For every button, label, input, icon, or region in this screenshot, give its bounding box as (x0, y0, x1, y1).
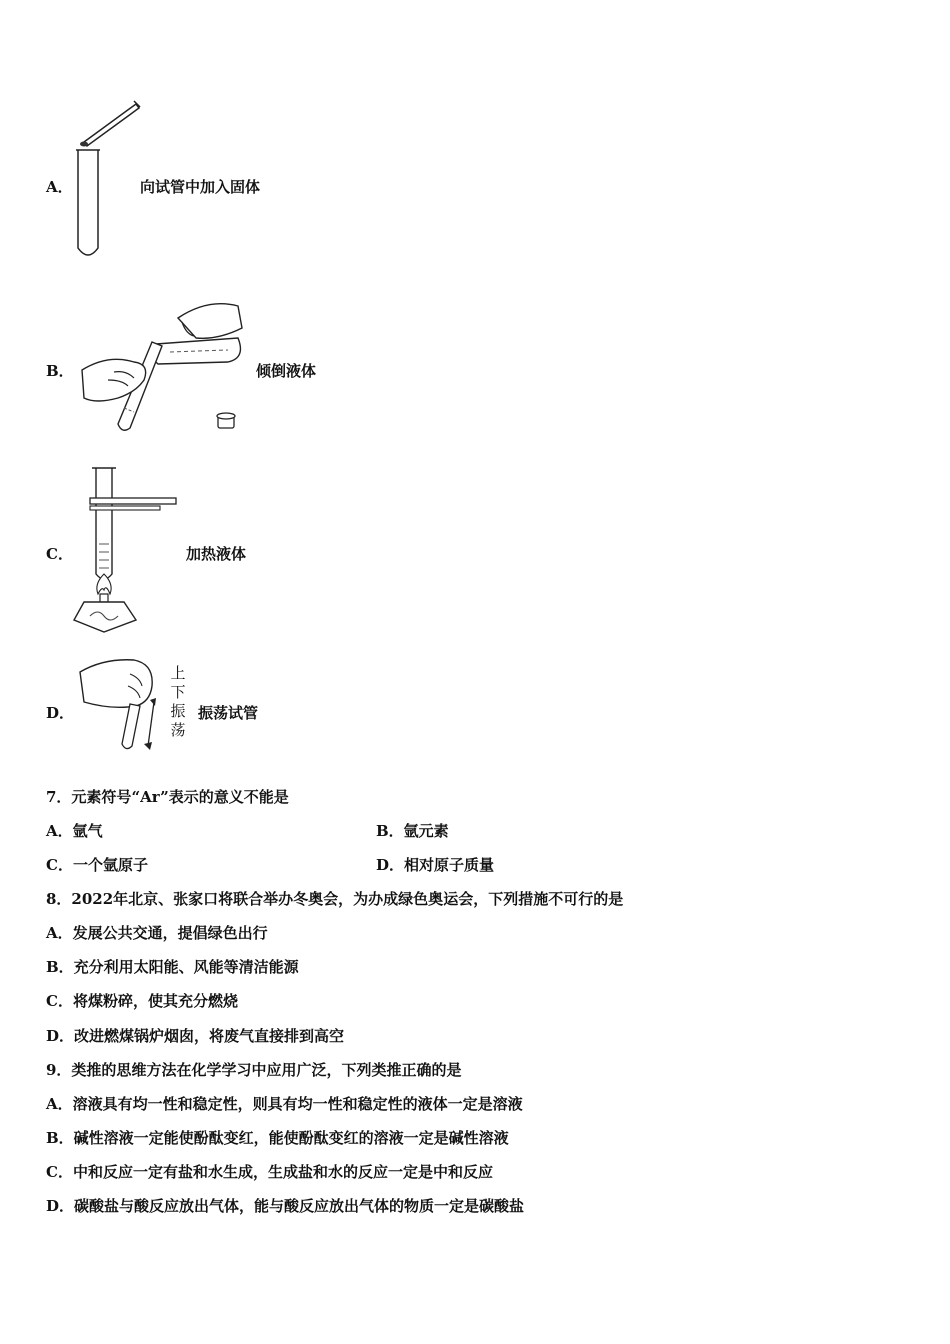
option-c-letter: C． (46, 545, 73, 563)
option-d-caption: 振荡试管 (198, 704, 259, 722)
question-7-option-d: D．相对原子质量 (376, 856, 495, 874)
question-9-option-d: D．碳酸盐与酸反应放出气体，能与酸反应放出气体的物质一定是碳酸盐 (46, 1197, 525, 1215)
spatula-icon (80, 101, 140, 147)
question-9-option-c: C．中和反应一定有盐和水生成，生成盐和水的反应一定是中和反应 (46, 1163, 493, 1181)
question-8-option-c: C．将煤粉碎，使其充分燃烧 (46, 992, 238, 1010)
test-tube-icon (76, 150, 100, 255)
question-8-stem: 8．2022年北京、张家口将联合举办冬奥会，为办成绿色奥运会，下列措施不可行的是 (46, 890, 624, 908)
question-7-option-c: C．一个氩原子 (46, 856, 148, 874)
hand-icon (80, 660, 152, 708)
shake-direction-label (169, 664, 187, 740)
figure-heat-liquid (72, 466, 182, 636)
alcohol-lamp-icon (74, 594, 136, 632)
option-c-caption: 加热液体 (186, 545, 247, 563)
shake-label-char: 荡 (170, 721, 186, 739)
test-tube-holder-icon (90, 498, 176, 510)
question-8-option-d: D．改进燃煤锅炉烟囱，将废气直接排到高空 (46, 1027, 345, 1045)
option-b-caption: 倾倒液体 (256, 362, 317, 380)
up-down-arrow-icon (144, 698, 156, 750)
question-8-option-b: B．充分利用太阳能、风能等清洁能源 (46, 958, 299, 976)
question-8-option-a: A．发展公共交通，提倡绿色出行 (46, 924, 268, 942)
shake-label-char: 下 (170, 683, 186, 701)
test-tube-icon (122, 704, 140, 749)
question-9-stem: 9．类推的思维方法在化学学习中应用广泛，下列类推正确的是 (46, 1061, 462, 1079)
test-tube-icon (92, 468, 116, 579)
figure-add-solid (72, 98, 144, 262)
option-d-letter: D． (46, 704, 75, 722)
question-9-option-b: B．碱性溶液一定能使酚酞变红，能使酚酞变红的溶液一定是碱性溶液 (46, 1129, 509, 1147)
question-7-stem: 7．元素符号“Ar”表示的意义不能是 (46, 788, 289, 806)
figure-shake-tube (76, 656, 164, 752)
question-7-option-a: A．氩气 (46, 822, 103, 840)
shake-label-char: 振 (170, 702, 186, 720)
question-7-option-b: B．氩元素 (376, 822, 449, 840)
option-b-letter: B． (46, 362, 74, 380)
option-a-caption: 向试管中加入固体 (140, 178, 261, 196)
figure-pour-liquid (78, 288, 248, 436)
stopper-icon (217, 413, 235, 428)
shake-label-char: 上 (170, 664, 186, 682)
option-a-letter: A． (46, 178, 73, 196)
bottle-icon (151, 304, 242, 364)
question-9-option-a: A．溶液具有均一性和稳定性，则具有均一性和稳定性的液体一定是溶液 (46, 1095, 523, 1113)
